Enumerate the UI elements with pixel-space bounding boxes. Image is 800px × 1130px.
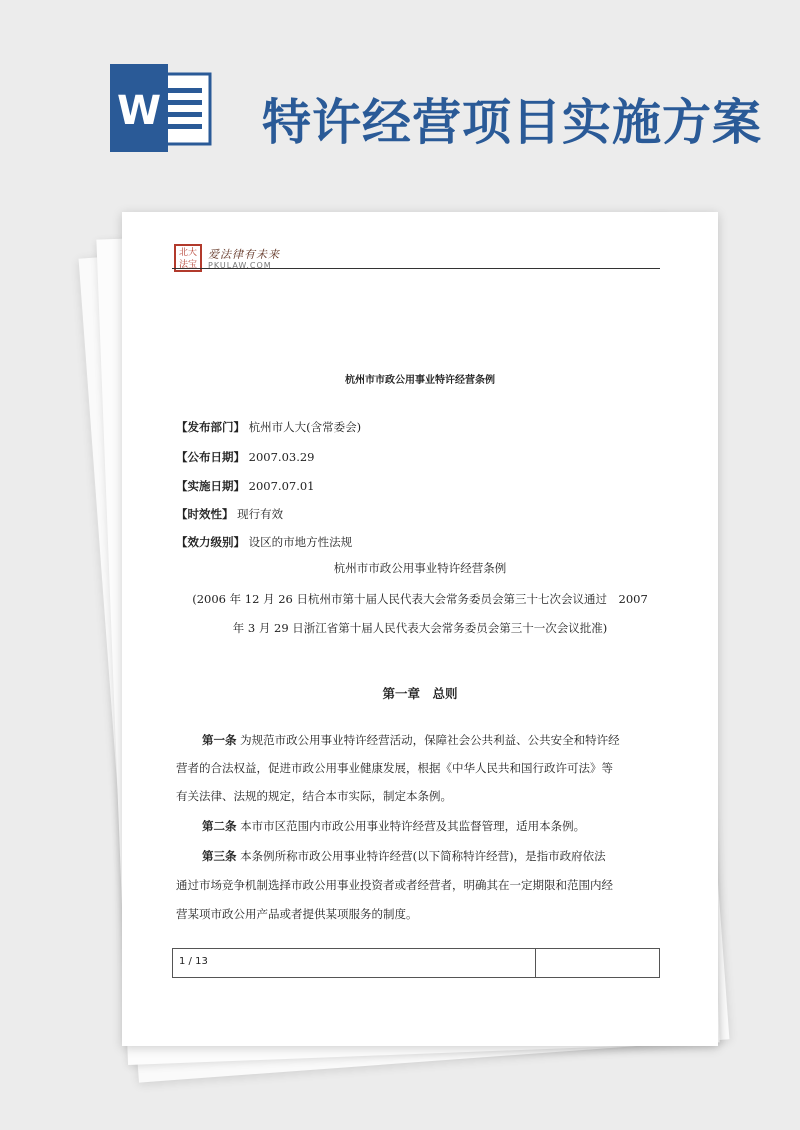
banner-header [0,0,800,190]
small-title: 杭州市市政公用事业特许经营条例 [345,375,495,386]
svg-text:W: W [116,88,162,134]
logo-seal: 北大法宝 [174,244,202,272]
meta-key: 【实施日期】 [176,479,245,493]
article-line: 营者的合法权益，促进市政公用事业健康发展，根据《中华人民共和国行政许可法》等 [176,761,613,775]
meta-value: 2007.07.01 [248,479,315,493]
article-label: 第一条 [202,733,237,747]
meta-key: 【时效性】 [176,507,234,521]
article-line: 有关法律、法规的规定，结合本市实际，制定本条例。 [176,789,452,803]
page-title: 特许经营项目实施方案 [262,94,763,151]
meta-row [176,506,283,522]
meta-value: 现行有效 [237,507,284,521]
meta-row [176,449,315,465]
meta-row [176,478,315,494]
article-text: 本条例所称市政公用事业特许经营(以下简称特许经营)，是指市政府依法 [240,849,606,863]
meta-row [176,534,352,550]
logo-site: PKULAW.COM [208,261,272,270]
chapter-heading: 第一章 总则 [382,686,458,701]
page-number: 1 / 13 [179,956,208,967]
article-label: 第三条 [202,849,237,863]
meta-value: 设区的市地方性法规 [248,535,353,549]
article-line [202,732,620,748]
article-line [202,818,585,834]
footer-table [172,948,660,978]
meta-value: 杭州市人大(含常委会) [248,420,362,434]
adoption-note-line: 年 3 月 29 日浙江省第十届人民代表大会常务委员会第三十一次会议批准) [232,621,608,635]
meta-value: 2007.03.29 [248,450,315,464]
meta-row [176,419,361,435]
footer-divider [535,949,536,977]
article-line: 营某项市政公用产品或者提供某项服务的制度。 [176,907,418,921]
article-text: 为规范市政公用事业特许经营活动，保障社会公共利益、公共安全和特许经 [240,733,620,747]
meta-key: 【公布日期】 [176,450,245,464]
article-text: 本市市区范围内市政公用事业特许经营及其监督管理，适用本条例。 [240,819,586,833]
adoption-note-line: (2006 年 12 月 26 日杭州市第十届人民代表大会常务委员会第三十七次会议通过 2007 [192,592,648,606]
law-title: 杭州市市政公用事业特许经营条例 [333,561,507,575]
logo-slogan: 爱法律有未来 [208,248,280,261]
meta-key: 【效力级别】 [176,535,245,549]
article-line [202,848,606,864]
document-content [122,212,718,1046]
meta-key: 【发布部门】 [176,420,245,434]
article-label: 第二条 [202,819,237,833]
document-page [122,212,718,1046]
word-document-icon [110,64,214,152]
article-line: 通过市场竞争机制选择市政公用事业投资者或者经营者，明确其在一定期限和范围内经 [176,878,613,892]
